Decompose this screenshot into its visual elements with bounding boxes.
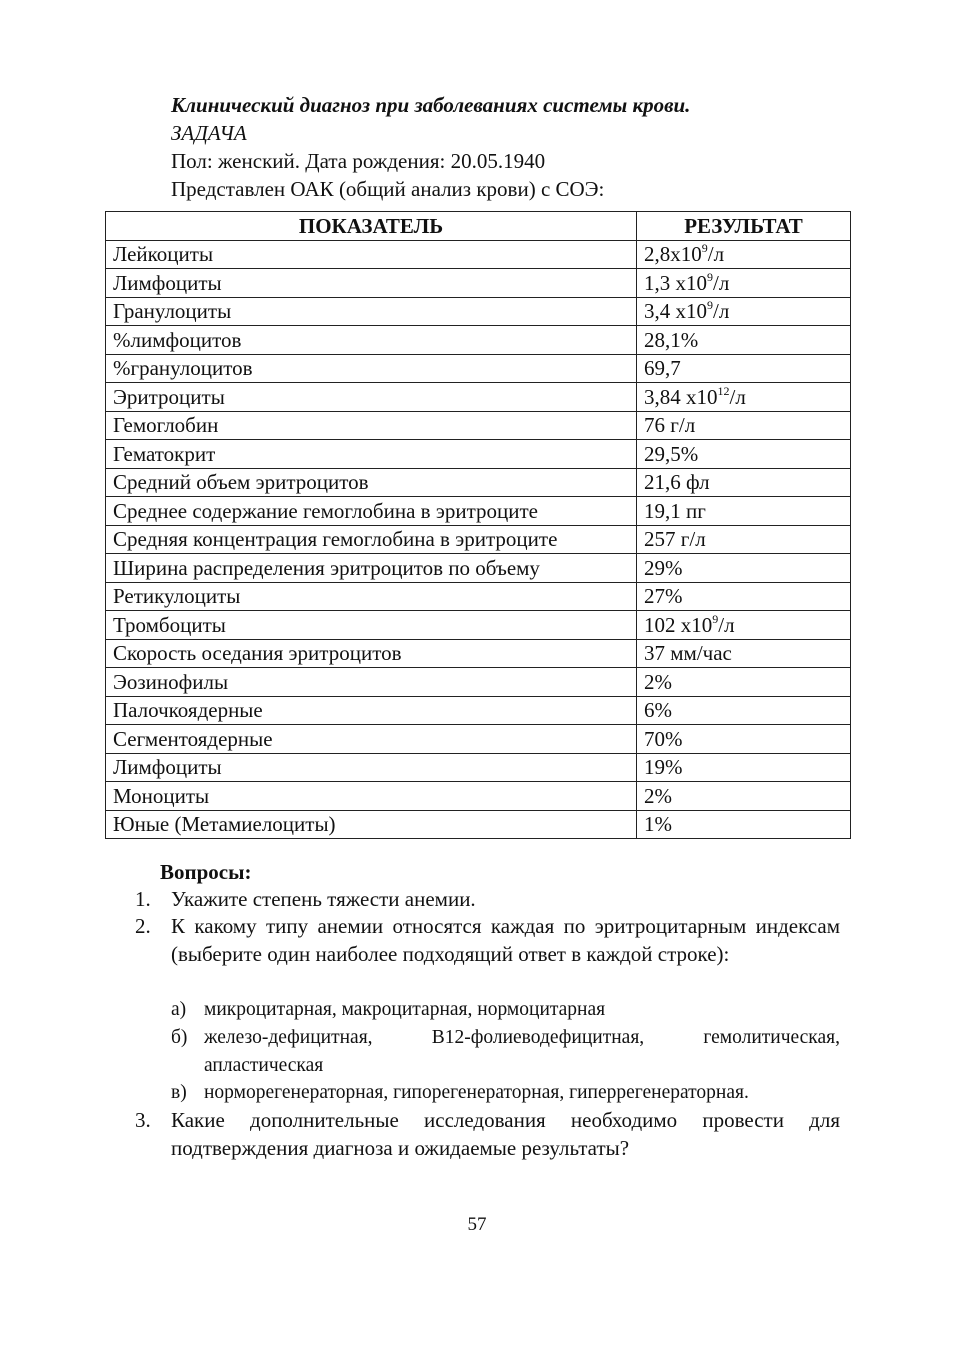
- result-cell: [637, 582, 851, 611]
- result-cell: [637, 668, 851, 697]
- indicator-cell: Ретикулоциты: [106, 582, 637, 611]
- option-marker: а): [171, 999, 187, 1020]
- result-exponent: 9: [701, 241, 708, 256]
- page-number: 57: [467, 1214, 487, 1235]
- result-cell: [637, 269, 851, 298]
- result-unit: /л: [713, 270, 730, 295]
- indicator-cell: Лейкоциты: [106, 240, 637, 269]
- table-row: [106, 326, 851, 355]
- table-row: [106, 611, 851, 640]
- indicator-cell: Эритроциты: [106, 383, 637, 412]
- indicator-cell: Моноциты: [106, 782, 637, 811]
- result-value: 3,4 х10: [644, 299, 707, 324]
- result-cell: [637, 725, 851, 754]
- result-cell: [637, 525, 851, 554]
- indicator-cell: Гемоглобин: [106, 411, 637, 440]
- question-number: 1.: [135, 887, 151, 911]
- question-text: Какие дополнительные исследования необходимо провести для подтверждения диагноза и ожидаемые результаты?: [171, 1108, 840, 1160]
- indicator-cell: %лимфоцитов: [106, 326, 637, 355]
- result-cell: [637, 383, 851, 412]
- option-text: микроцитарная, макроцитарная, нормоцитарная: [204, 999, 606, 1020]
- result-value: 37 мм/час: [644, 641, 732, 666]
- indicator-cell: Среднее содержание гемоглобина в эритроците: [106, 497, 637, 526]
- table-row: [106, 582, 851, 611]
- result-value: 6%: [644, 698, 672, 723]
- indicator-cell: Ширина распределения эритроцитов по объему: [106, 554, 637, 583]
- indicator-cell: Эозинофилы: [106, 668, 637, 697]
- indicator-cell: %гранулоцитов: [106, 354, 637, 383]
- table-row: [106, 411, 851, 440]
- table-row: [106, 810, 851, 839]
- indicator-cell: Гранулоциты: [106, 297, 637, 326]
- task-label: ЗАДАЧА: [171, 121, 247, 145]
- result-cell: [637, 297, 851, 326]
- table-row: [106, 269, 851, 298]
- question-2: [135, 913, 840, 968]
- table-row: [106, 240, 851, 269]
- result-cell: [637, 440, 851, 469]
- table-row: [106, 753, 851, 782]
- result-value: 3,84 х10: [644, 384, 718, 409]
- result-cell: [637, 554, 851, 583]
- question-text: Укажите степень тяжести анемии.: [171, 887, 476, 911]
- table-row: [106, 782, 851, 811]
- table-row: [106, 668, 851, 697]
- question-2-option-b: [171, 1024, 840, 1079]
- indicator-cell: Лимфоциты: [106, 269, 637, 298]
- question-2-option-c: [171, 1079, 840, 1107]
- result-value: 2%: [644, 783, 672, 808]
- column-header-indicator: ПОКАЗАТЕЛЬ: [106, 212, 637, 241]
- option-text: норморегенераторная, гипорегенераторная, гиперрегенераторная.: [204, 1082, 749, 1103]
- result-value: 1%: [644, 812, 672, 837]
- indicator-cell: Тромбоциты: [106, 611, 637, 640]
- indicator-cell: Палочкоядерные: [106, 696, 637, 725]
- result-cell: [637, 810, 851, 839]
- result-value: 2,8х10: [644, 242, 702, 267]
- result-cell: [637, 639, 851, 668]
- result-value: 29%: [644, 555, 683, 580]
- indicator-cell: Гематокрит: [106, 440, 637, 469]
- option-text: железо-дефицитная, В12-фолиеводефицитная, гемолитическая, апластическая: [204, 1027, 840, 1076]
- table-row: [106, 383, 851, 412]
- result-exponent: 9: [707, 269, 713, 284]
- table-row: [106, 554, 851, 583]
- result-cell: [637, 240, 851, 269]
- table-header-row: [106, 212, 851, 241]
- indicator-cell: Юные (Метамиелоциты): [106, 810, 637, 839]
- table-row: [106, 468, 851, 497]
- indicator-cell: Средняя концентрация гемоглобина в эритроците: [106, 525, 637, 554]
- blood-test-table: [105, 211, 851, 839]
- patient-info: Пол: женский. Дата рождения: 20.05.1940: [171, 149, 546, 173]
- result-cell: [637, 354, 851, 383]
- result-cell: [637, 696, 851, 725]
- result-value: 69,7: [644, 356, 681, 381]
- result-value: 21,6 фл: [644, 470, 710, 495]
- table-row: [106, 725, 851, 754]
- table-row: [106, 297, 851, 326]
- question-3: [135, 1107, 840, 1162]
- result-value: 257 г/л: [644, 527, 706, 552]
- indicator-cell: Сегментоядерные: [106, 725, 637, 754]
- table-row: [106, 354, 851, 383]
- result-value: 76 г/л: [644, 413, 696, 438]
- table-row: [106, 440, 851, 469]
- indicator-cell: Скорость оседания эритроцитов: [106, 639, 637, 668]
- table-row: [106, 696, 851, 725]
- result-cell: [637, 753, 851, 782]
- result-cell: [637, 782, 851, 811]
- indicator-cell: Средний объем эритроцитов: [106, 468, 637, 497]
- option-marker: б): [171, 1027, 188, 1048]
- result-cell: [637, 497, 851, 526]
- table-row: [106, 639, 851, 668]
- table-row: [106, 497, 851, 526]
- question-text: К какому типу анемии относятся каждая по эритроцитарным индексам (выберите один наиболее подходящий ответ в каждой строке):: [171, 914, 840, 966]
- result-value: 19%: [644, 755, 683, 780]
- question-2-option-a: [171, 996, 840, 1024]
- result-cell: [637, 468, 851, 497]
- result-value: 28,1%: [644, 327, 699, 352]
- question-1: [135, 886, 840, 914]
- result-value: 29,5%: [644, 441, 699, 466]
- questions-heading: Вопросы:: [160, 860, 252, 884]
- result-value: 1,3 х10: [644, 270, 707, 295]
- result-cell: [637, 326, 851, 355]
- indicator-cell: Лимфоциты: [106, 753, 637, 782]
- document-title: Клинический диагноз при заболеваниях системы крови.: [171, 93, 691, 117]
- result-unit: /л: [707, 242, 725, 267]
- result-exponent: 12: [717, 383, 730, 398]
- result-value: 19,1 пг: [644, 498, 706, 523]
- intro-text: Представлен ОАК (общий анализ крови) с СОЭ:: [171, 177, 605, 201]
- column-header-result: РЕЗУЛЬТАТ: [637, 212, 851, 241]
- result-cell: [637, 611, 851, 640]
- result-exponent: 9: [712, 611, 719, 626]
- table-row: [106, 525, 851, 554]
- result-unit: /л: [729, 384, 746, 409]
- result-value: 2%: [644, 669, 672, 694]
- result-unit: /л: [713, 299, 730, 324]
- result-value: 102 х10: [644, 612, 713, 637]
- result-cell: [637, 411, 851, 440]
- result-exponent: 9: [707, 298, 713, 313]
- table-body: [106, 240, 851, 839]
- result-value: 70%: [644, 726, 683, 751]
- question-number: 3.: [135, 1108, 151, 1132]
- result-unit: /л: [718, 612, 735, 637]
- result-value: 27%: [644, 584, 683, 609]
- question-number: 2.: [135, 914, 151, 938]
- option-marker: в): [171, 1082, 187, 1103]
